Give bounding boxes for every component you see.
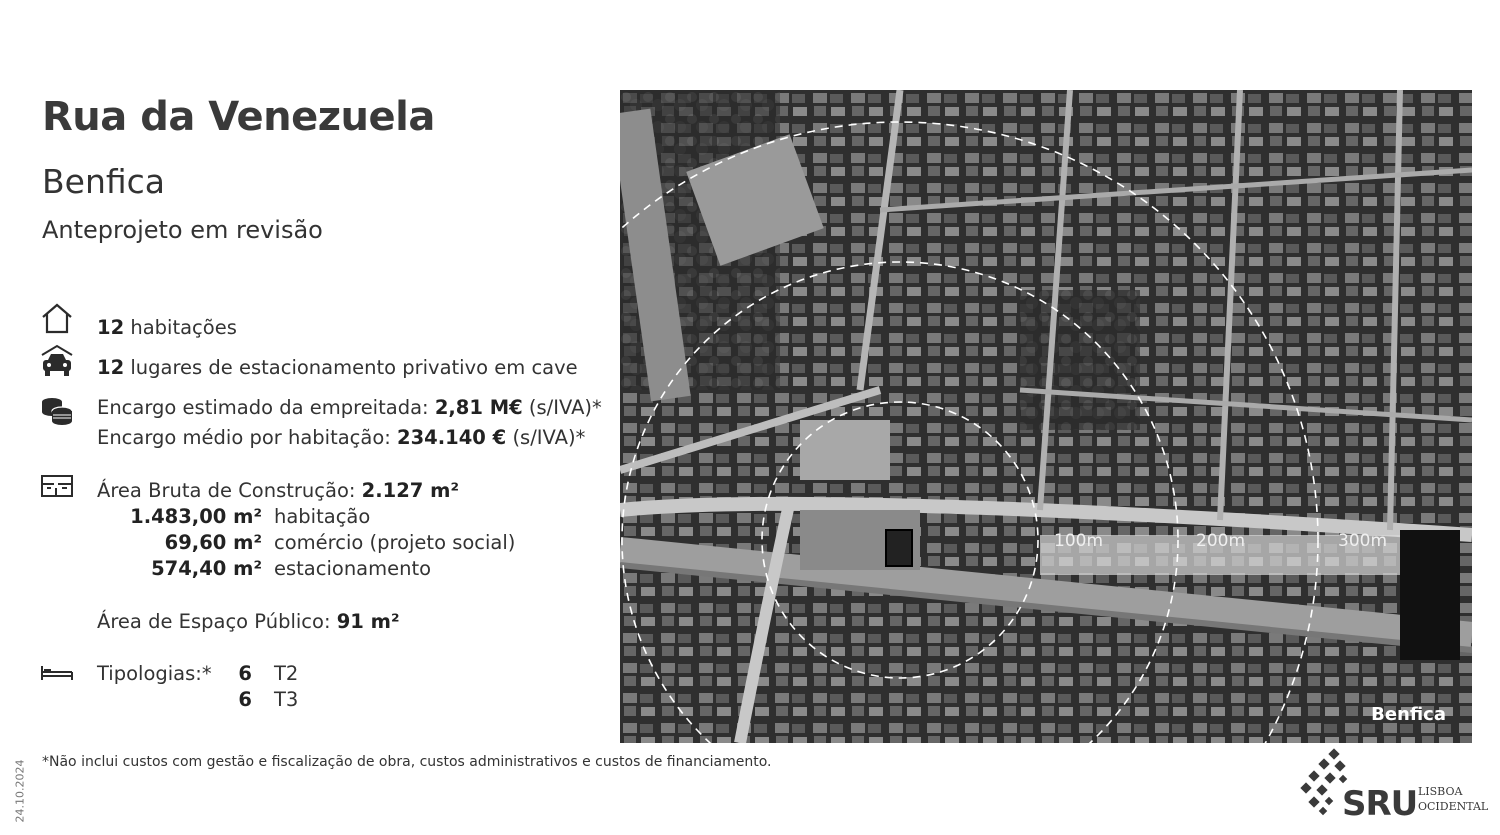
cost-suffix: (s/IVA)* <box>528 396 602 419</box>
housing-count: 12 <box>97 316 125 339</box>
gross-area-label: Área Bruta de Construção: <box>97 479 356 502</box>
house-icon <box>40 302 74 334</box>
parking-count: 12 <box>97 356 125 379</box>
avg-cost-value: 234.140 € <box>397 426 507 449</box>
cost-line-2 <box>97 426 585 449</box>
typology-type: T2 <box>274 662 299 685</box>
avg-cost-suffix: (s/IVA)* <box>512 426 586 449</box>
gross-area-value: 2.127 m² <box>361 479 459 502</box>
logo-text: SRU <box>1342 784 1418 824</box>
area-row <box>42 557 562 583</box>
project-status: Anteprojeto em revisão <box>42 216 323 244</box>
public-area-label: Área de Espaço Público: <box>97 610 331 633</box>
typology-row <box>42 662 442 688</box>
typologies-label: Tipologias:* <box>97 662 212 685</box>
site-marker <box>886 530 912 566</box>
area-label: estacionamento <box>274 557 432 580</box>
ring-label-100: 100m <box>1054 531 1104 551</box>
ring-label-300: 300m <box>1338 531 1388 551</box>
floorplan-icon <box>40 474 74 498</box>
public-area-value: 91 m² <box>336 610 400 633</box>
housing-label: habitações <box>130 316 237 339</box>
map-graphic <box>620 90 1472 743</box>
area-label: comércio (projeto social) <box>274 531 516 554</box>
avg-cost-label: Encargo médio por habitação: <box>97 426 391 449</box>
typology-type: T3 <box>274 688 299 711</box>
area-value: 69,60 m² <box>164 531 262 554</box>
typology-count: 6 <box>238 688 252 711</box>
logo-subtitle-2: OCIDENTAL <box>1418 800 1489 813</box>
cost-line-1 <box>97 396 602 419</box>
page-title: Rua da Venezuela <box>42 94 435 140</box>
area-row <box>42 531 562 557</box>
coins-icon <box>40 396 74 426</box>
ring-label-200: 200m <box>1196 531 1246 551</box>
gross-area <box>97 479 459 502</box>
map-location-label: Benfica <box>1371 704 1446 725</box>
area-row <box>42 505 562 531</box>
area-value: 574,40 m² <box>151 557 262 580</box>
parking-label: lugares de estacionamento privativo em cave <box>130 356 578 379</box>
cost-label: Encargo estimado da empreitada: <box>97 396 429 419</box>
housing-fact <box>97 316 237 339</box>
typology-count: 6 <box>238 662 252 685</box>
area-value: 1.483,00 m² <box>130 505 262 528</box>
aerial-map <box>620 90 1472 743</box>
area-label: habitação <box>274 505 371 528</box>
footnote: *Não inclui custos com gestão e fiscalização de obra, custos administrativos e custos de financiamento. <box>42 754 772 770</box>
logo-subtitle-1: LISBOA <box>1418 785 1463 798</box>
car-icon <box>40 343 74 379</box>
cost-value: 2,81 M€ <box>434 396 523 419</box>
page-subtitle: Benfica <box>42 162 166 201</box>
typology-row <box>42 688 442 714</box>
public-area <box>97 610 400 633</box>
document-date: 24.10.2024 <box>13 759 27 823</box>
parking-fact <box>97 356 578 379</box>
